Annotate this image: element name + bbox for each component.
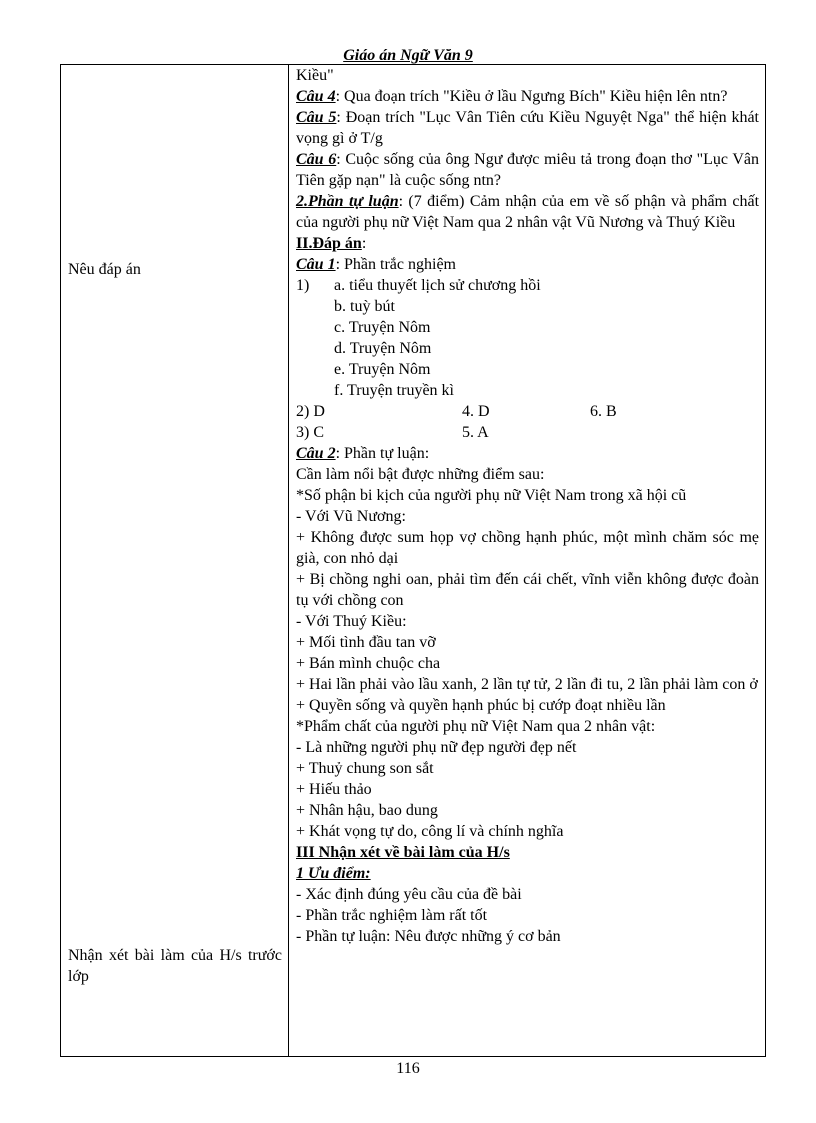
answer-3: 3) C (296, 424, 324, 441)
answer-heading (296, 233, 759, 254)
answer-colon: : (361, 235, 367, 252)
text-line: + Bán mình chuộc cha (296, 655, 441, 672)
text-line: - Là những người phụ nữ đẹp người đẹp nết (296, 739, 577, 756)
q6-label: Câu 6 (296, 151, 337, 168)
answer-heading-text: II.Đáp án (296, 235, 362, 252)
c1-label: Câu 1 (296, 256, 336, 273)
answer-1-heading (296, 254, 759, 275)
page-number: 116 (396, 1060, 420, 1077)
text-line: + Thuỷ chung son sắt (296, 760, 434, 777)
answer-6: 6. B (590, 403, 617, 420)
answer-2-heading (296, 443, 759, 464)
text-line: *Phẩm chất của người phụ nữ Việt Nam qua 2 nhân vật: (296, 718, 656, 735)
question-4 (296, 86, 759, 107)
label-review: Nhận xét bài làm của H/s trước lớp (68, 947, 282, 985)
right-column (289, 65, 766, 1057)
c2-label: Câu 2 (296, 445, 336, 462)
text-line: - Xác định đúng yêu cầu của đề bài (296, 886, 522, 903)
answer-4: 4. D (462, 403, 490, 420)
text-line: Kiều" (296, 67, 334, 84)
text-line: - Phần trắc nghiệm làm rất tốt (296, 907, 488, 924)
strengths-heading: 1 Ưu điểm: (296, 865, 371, 882)
item-1c: c. Truyện Nôm (334, 319, 431, 336)
text-line: - Với Thuý Kiều: (296, 613, 407, 630)
item-1e: e. Truyện Nôm (334, 361, 431, 378)
page-header: Giáo án Ngữ Văn 9 (343, 47, 473, 64)
text-line: - Phần tự luận: Nêu được những ý cơ bản (296, 928, 561, 945)
answer-2: 2) D (296, 403, 325, 420)
text-line: Cần làm nổi bật được những điểm sau: (296, 466, 545, 483)
left-column (61, 65, 289, 1057)
text-line: + Quyền sống và quyền hạnh phúc bị cướp đoạt nhiều lần (296, 697, 666, 714)
q4-label: Câu 4 (296, 88, 336, 105)
item-1f: f. Truyện truyền kì (334, 382, 454, 399)
q6-text: : Cuộc sống của ông Ngư được miêu tả trong đoạn thơ "Lục Vân Tiên gặp nạn" là cuộc sống ntn? (296, 151, 759, 189)
text-line: *Số phận bi kịch của người phụ nữ Việt Nam trong xã hội cũ (296, 487, 687, 504)
text-line: + Hiếu thảo (296, 781, 372, 798)
lesson-table (60, 64, 766, 1057)
text-line: + Không được sum họp vợ chồng hạnh phúc, một mình chăm sóc mẹ già, con nhỏ dại (296, 529, 759, 567)
essay-text: : (7 điểm) Cảm nhận của em về số phận và phẩm chất của người phụ nữ Việt Nam qua 2 nhân vật Vũ Nương và Thuý Kiều (296, 193, 760, 231)
q5-label: Câu 5 (296, 109, 337, 126)
q5-text: : Đoạn trích "Lục Vân Tiên cứu Kiều Nguyệt Nga" thể hiện khát vọng gì ở T/g (296, 109, 760, 147)
question-6 (296, 149, 759, 191)
review-heading: III Nhận xét về bài làm của H/s (296, 844, 510, 861)
item-text: a. tiểu thuyết lịch sử chương hồi (334, 277, 541, 294)
label-answers: Nêu đáp án (68, 261, 141, 278)
answer-row-2 (296, 422, 759, 443)
question-5 (296, 107, 759, 149)
text-line: + Mối tình đầu tan vỡ (296, 634, 436, 651)
item-1d: d. Truyện Nôm (334, 340, 432, 357)
item-1a (296, 275, 759, 296)
q4-text: : Qua đoạn trích "Kiều ở lầu Ngưng Bích" Kiều hiện lên ntn? (335, 88, 728, 105)
text-line: + Hai lần phải vào lầu xanh, 2 lần tự tử, 2 lần đi tu, 2 lần phải làm con ở (296, 676, 758, 693)
c1-text: : Phần trắc nghiệm (335, 256, 456, 273)
essay-question (296, 191, 759, 233)
answer-5: 5. A (462, 424, 489, 441)
c2-text: : Phần tự luận: (335, 445, 430, 462)
essay-label: 2.Phần tự luận (296, 193, 399, 210)
item-1b: b. tuỳ bút (334, 298, 395, 315)
item-number: 1) (296, 277, 310, 294)
text-line: + Bị chồng nghi oan, phải tìm đến cái chết, vĩnh viễn không được đoàn tụ với chồng con (296, 571, 759, 609)
text-line: + Khát vọng tự do, công lí và chính nghĩa (296, 823, 564, 840)
text-line: - Với Vũ Nương: (296, 508, 406, 525)
answer-row-1 (296, 401, 759, 422)
text-line: + Nhân hậu, bao dung (296, 802, 438, 819)
